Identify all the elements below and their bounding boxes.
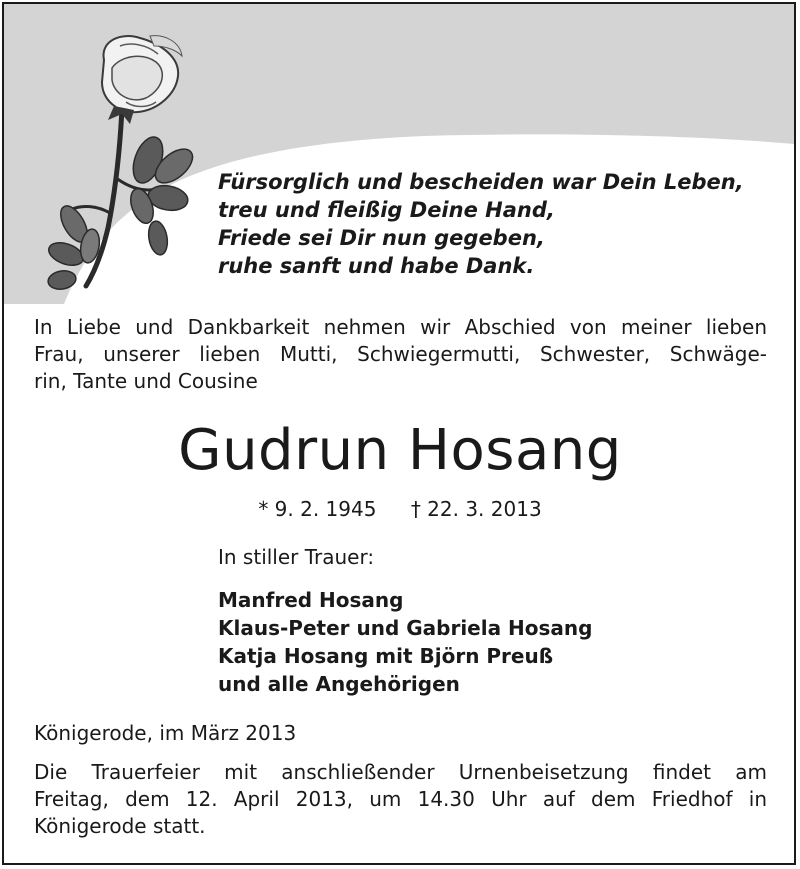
death-date: † 22. 3. 2013	[410, 497, 542, 521]
intro-line: In Liebe und Dankbarkeit nehmen wir Abschied von meiner lieben	[34, 315, 767, 339]
poem-line: treu und fleißig Deine Hand,	[218, 198, 555, 222]
mourner-name: und alle Angehörigen	[218, 672, 460, 696]
mourner-name: Klaus-Peter und Gabriela Hosang	[218, 616, 593, 640]
mourner-name: Katja Hosang mit Björn Preuß	[218, 644, 554, 668]
birth-date: * 9. 2. 1945	[258, 497, 377, 521]
funeral-line: Die Trauerfeier mit anschließender Urnenbeisetzung findet am	[34, 760, 767, 784]
funeral-line: Königerode statt.	[34, 814, 206, 838]
intro-line: rin, Tante und Cousine	[34, 369, 258, 393]
poem-line: Fürsorglich und bescheiden war Dein Leben,	[218, 170, 744, 194]
mourning-label: In stiller Trauer:	[218, 545, 375, 569]
notice-border	[2, 2, 796, 865]
funeral-line: Freitag, dem 12. April 2013, um 14.30 Uhr auf dem Friedhof in	[34, 787, 767, 811]
poem-line: Friede sei Dir nun gegeben,	[218, 226, 545, 250]
deceased-name: Gudrun Hosang	[178, 418, 622, 483]
mourner-name: Manfred Hosang	[218, 588, 404, 612]
intro-line: Frau, unserer lieben Mutti, Schwiegermutti, Schwester, Schwäge-	[34, 342, 767, 366]
place-date: Königerode, im März 2013	[34, 721, 297, 745]
poem-line: ruhe sanft und habe Dank.	[218, 254, 535, 278]
